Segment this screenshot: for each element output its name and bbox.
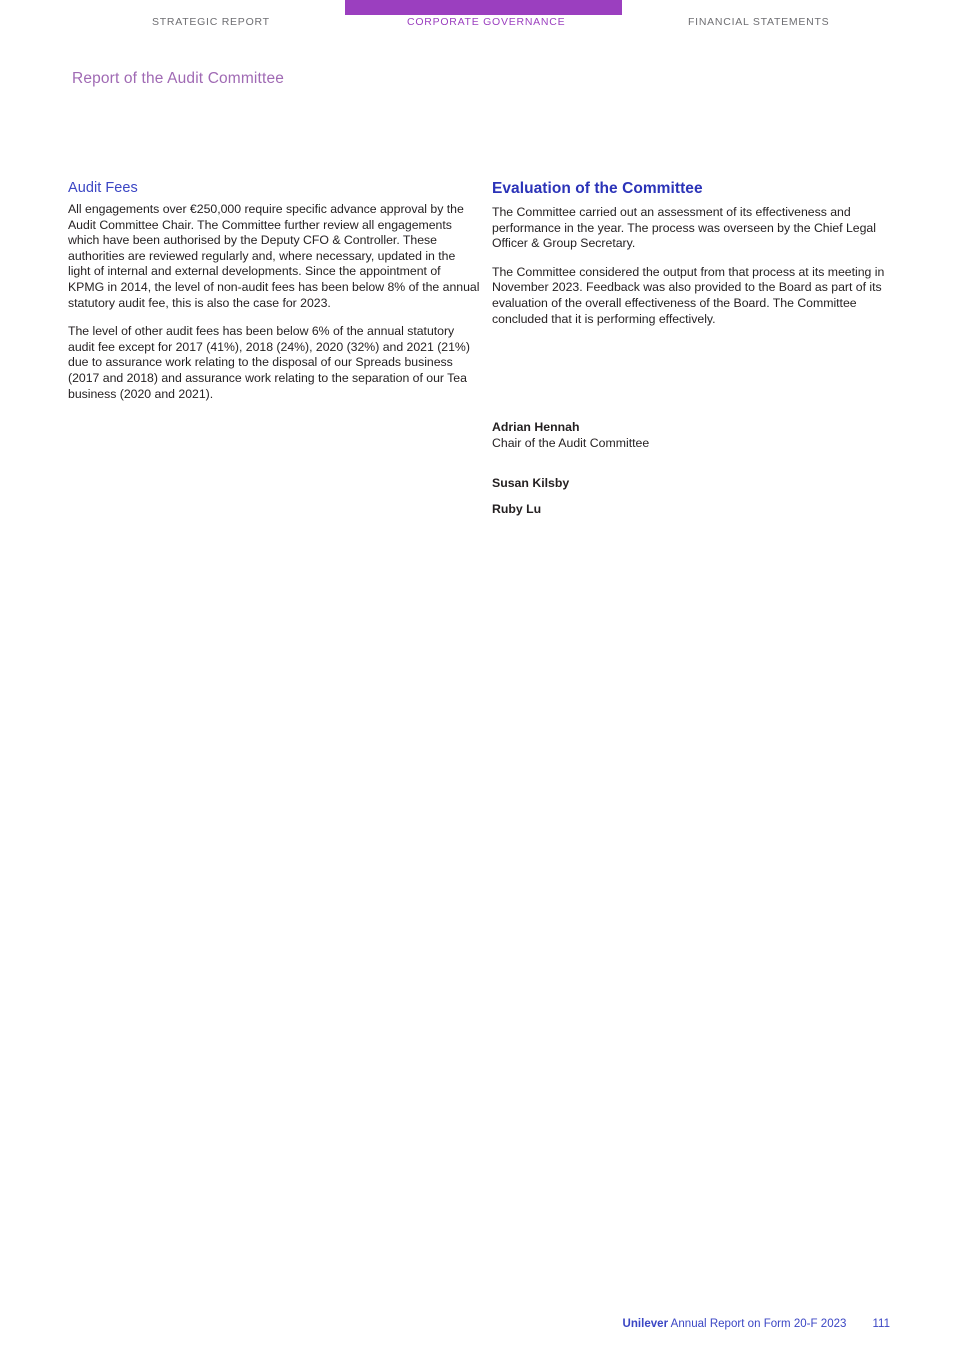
nav-item-strategic-report[interactable]: STRATEGIC REPORT [152, 16, 270, 28]
footer-brand-name: Unilever [622, 1318, 669, 1330]
footer-page-number: 111 [872, 1318, 890, 1330]
signatory-name-third: Ruby Lu [492, 501, 542, 516]
left-content-column [68, 180, 480, 402]
evaluation-of-committee-heading: Evaluation of the Committee [492, 180, 703, 197]
active-tab-indicator-bar [345, 0, 622, 15]
right-content-column [492, 180, 894, 327]
evaluation-paragraph-2: The Committee considered the output from that process at its meeting in November 2023. Feedback was also provided to the Board as part of its evaluation of the overall effectiveness of the Board. The Committee concluded that it is performing effectively. [492, 264, 885, 326]
footer-content [623, 1318, 890, 1330]
evaluation-paragraph-1: The Committee carried out an assessment of its effectiveness and performance in the year. The process was overseen by the Chief Legal Officer & Group Secretary. [492, 205, 876, 251]
nav-item-financial-statements[interactable]: FINANCIAL STATEMENTS [688, 16, 830, 28]
signatory-name-chair: Adrian Hennah [492, 420, 580, 434]
signatory-role-chair: Chair of the Audit Committee [492, 435, 650, 450]
footer-report-title: Annual Report on Form 20-F 2023 [668, 1318, 847, 1330]
signatory-name-second: Susan Kilsby [492, 476, 570, 491]
signature-spacer-small [492, 492, 894, 502]
page-title: Report of the Audit Committee [72, 70, 284, 87]
page-footer [0, 1318, 968, 1338]
signature-spacer-large [492, 451, 894, 476]
audit-fees-paragraph-2: The level of other audit fees has been below 6% of the annual statutory audit fee except for 2017 (41%), 2018 (24%), 2020 (32%) and 2021 (21%) due to assurance work relating to the disposal of our Spreads business (2017 and 2018) and assurance work relating to the separation of our Tea business (2020 and 2021). [68, 324, 470, 401]
audit-fees-paragraph-1: All engagements over €250,000 require specific advance approval by the Audit Committee Chair. The Committee further review all engagements which have been authorised by the Deputy CFO & Controller. These authorities are reviewed regularly and, where necessary, updated in the light of internal and external developments. Since the appointment of KPMG in 2014, the level of non-audit fees has been below 8% of the annual statutory audit fee, this is also the case for 2023. [68, 202, 480, 310]
audit-fees-heading: Audit Fees [68, 180, 138, 196]
signature-block [492, 420, 894, 517]
top-navigation [0, 0, 968, 46]
nav-item-corporate-governance[interactable]: CORPORATE GOVERNANCE [407, 16, 566, 28]
